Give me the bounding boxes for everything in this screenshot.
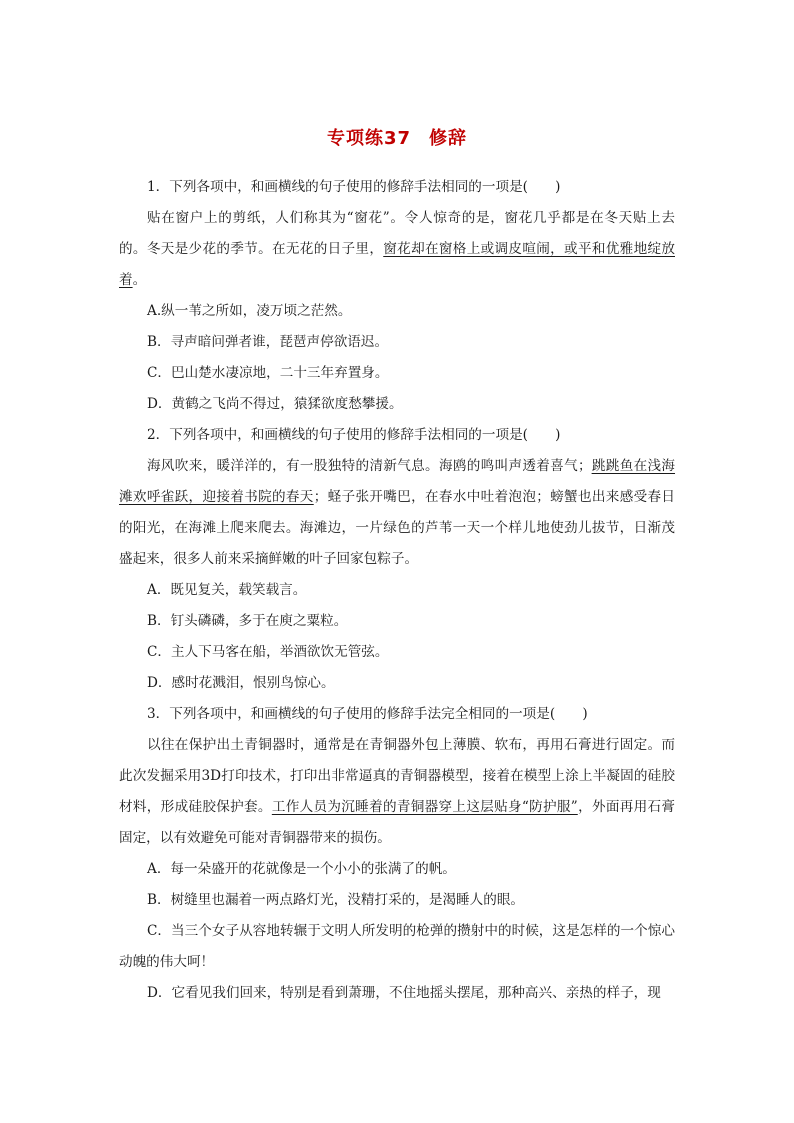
option-c: C．巴山楚水凄凉地，二十三年弃置身。 — [147, 365, 389, 381]
passage-text: ，外面再用石膏固定，以有效避免可能对青铜器带来的损伤。 — [119, 799, 676, 846]
title-main: 专项练37 — [326, 128, 412, 149]
document-body — [119, 172, 675, 1009]
question-1 — [119, 172, 675, 420]
passage-text: 贴在窗户上的剪纸，人们称其为“窗花”。令人惊奇的是，窗花几乎都是在冬天贴上去的。冬天是少花的季节。在无花的日子里， — [119, 210, 675, 257]
option-b: B．树缝里也漏着一两点路灯光，没精打采的，是渴睡人的眼。 — [147, 892, 525, 908]
question-passage — [119, 203, 675, 296]
option-d: D．黄鹤之飞尚不得过，猿猱欲度愁攀援。 — [147, 396, 403, 412]
passage-text: 。 — [132, 272, 147, 288]
underlined-sentence: 窗花却在窗格上或调皮喧闹，或平和优雅地绽放着 — [119, 241, 675, 288]
passage-text: 海风吹来，暖洋洋的，有一股独特的清新气息。海鸥的鸣叫声透着喜气； — [147, 458, 592, 474]
passage-text: ；蛏子张开嘴巴，在春水中吐着泡泡；螃蟹也出来感受春日的阳光，在海滩上爬来爬去。海滩边，一片绿色的芦苇一天一个样儿地使劲儿拔节，日渐茂盛起来，很多人前来采摘鲜嫩的叶子回家包粽子。 — [119, 489, 676, 567]
question-stem: 1．下列各项中，和画横线的句子使用的修辞手法相同的一项是( ) — [147, 179, 561, 195]
option-a: A．既见复关，载笑载言。 — [147, 582, 307, 598]
question-3 — [119, 699, 675, 1009]
option-d: D．它看见我们回来，特别是看到萧珊，不住地摇头摆尾，那种高兴、亲热的样子，现 — [147, 985, 661, 1001]
option-b: B．钉头磷磷，多于在庾之粟粒。 — [147, 613, 348, 629]
question-stem: 2．下列各项中，和画横线的句子使用的修辞手法相同的一项是( ) — [147, 427, 561, 443]
page-title — [0, 124, 794, 150]
option-b: B．寻声暗问弹者谁，琵琶声停欲语迟。 — [147, 334, 389, 350]
question-passage — [119, 730, 675, 854]
option-a: A.纵一苇之所如，凌万顷之茫然。 — [147, 303, 352, 319]
question-stem: 3．下列各项中，和画横线的句子使用的修辞手法完全相同的一项是( ) — [147, 706, 588, 722]
question-2 — [119, 420, 675, 699]
title-sub: 修辞 — [429, 128, 468, 149]
option-a: A．每一朵盛开的花就像是一个小小的张满了的帆。 — [147, 861, 456, 877]
option-c: C．主人下马客在船，举酒欲饮无管弦。 — [147, 644, 389, 660]
option-d: D．感时花溅泪，恨别鸟惊心。 — [147, 675, 335, 691]
underlined-sentence: 跳跳鱼在浅海滩欢呼雀跃，迎接着书院的春天 — [119, 458, 676, 505]
underlined-sentence: 工作人员为沉睡着的青铜器穿上这层贴身“防护服” — [271, 799, 578, 815]
question-passage — [119, 451, 675, 575]
option-c: C．当三个女子从容地转辗于文明人所发明的枪弹的攒射中的时候，这是怎样的一个惊心动魄的伟大呵！ — [119, 923, 675, 970]
passage-text: 以往在保护出土青铜器时，通常是在青铜器外包上薄膜、软布，再用石膏进行固定。而此次发掘采用3D打印技术，打印出非常逼真的青铜器模型，接着在模型上涂上半凝固的硅胶材料，形成硅胶保护套。 — [119, 737, 675, 815]
